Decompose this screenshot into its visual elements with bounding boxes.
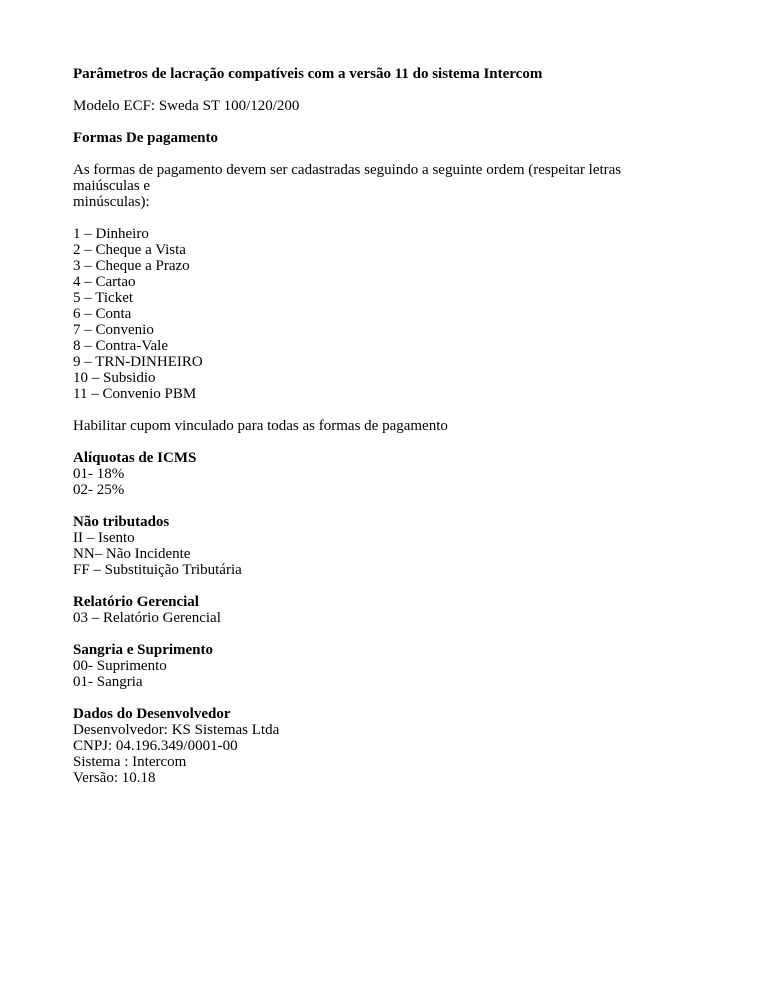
icms-item: 02- 25% [73, 482, 125, 498]
document-page [73, 66, 713, 786]
spacer [73, 578, 713, 594]
desenvolvedor-item: Versão: 10.18 [73, 770, 156, 786]
spacer [73, 402, 713, 418]
desenvolvedor-heading: Dados do Desenvolvedor [73, 706, 231, 722]
relatorio-heading: Relatório Gerencial [73, 594, 199, 610]
nao-tributados-item: II – Isento [73, 530, 135, 546]
payment-item: 3 – Cheque a Prazo [73, 258, 190, 274]
icms-item: 01- 18% [73, 466, 125, 482]
nao-tributados-item: FF – Substituição Tributária [73, 562, 242, 578]
payment-list [73, 226, 713, 402]
relatorio-item: 03 – Relatório Gerencial [73, 610, 221, 626]
payment-intro-line: minúsculas): [73, 194, 150, 210]
payment-item: 1 – Dinheiro [73, 226, 149, 242]
sangria-heading: Sangria e Suprimento [73, 642, 214, 658]
sangria-item: 01- Sangria [73, 674, 143, 690]
payment-item: 4 – Cartao [73, 274, 136, 290]
spacer [73, 690, 713, 706]
spacer [73, 146, 713, 162]
spacer [73, 210, 713, 226]
payment-item: 10 – Subsidio [73, 370, 156, 386]
icms-heading: Alíquotas de ICMS [73, 450, 197, 466]
payment-item: 6 – Conta [73, 306, 132, 322]
payment-heading: Formas De pagamento [73, 130, 218, 146]
document-title: Parâmetros de lacração compatíveis com a versão 11 do sistema Intercom [73, 66, 543, 82]
spacer [73, 114, 713, 130]
payment-note: Habilitar cupom vinculado para todas as formas de pagamento [73, 418, 448, 434]
spacer [73, 498, 713, 514]
ecf-model: Modelo ECF: Sweda ST 100/120/200 [73, 98, 300, 114]
payment-item: 9 – TRN-DINHEIRO [73, 354, 203, 370]
payment-item: 11 – Convenio PBM [73, 386, 197, 402]
spacer [73, 434, 713, 450]
payment-item: 7 – Convenio [73, 322, 154, 338]
spacer [73, 82, 713, 98]
sangria-item: 00- Suprimento [73, 658, 167, 674]
payment-intro-line: As formas de pagamento devem ser cadastradas seguindo a seguinte ordem (respeitar letras [73, 162, 622, 178]
payment-item: 5 – Ticket [73, 290, 134, 306]
payment-intro-line: maiúsculas e [73, 178, 151, 194]
spacer [73, 626, 713, 642]
desenvolvedor-item: Sistema : Intercom [73, 754, 187, 770]
nao-tributados-item: NN– Não Incidente [73, 546, 191, 562]
nao-tributados-heading: Não tributados [73, 514, 170, 530]
desenvolvedor-item: Desenvolvedor: KS Sistemas Ltda [73, 722, 280, 738]
payment-item: 2 – Cheque a Vista [73, 242, 186, 258]
payment-item: 8 – Contra-Vale [73, 338, 168, 354]
desenvolvedor-item: CNPJ: 04.196.349/0001-00 [73, 738, 238, 754]
